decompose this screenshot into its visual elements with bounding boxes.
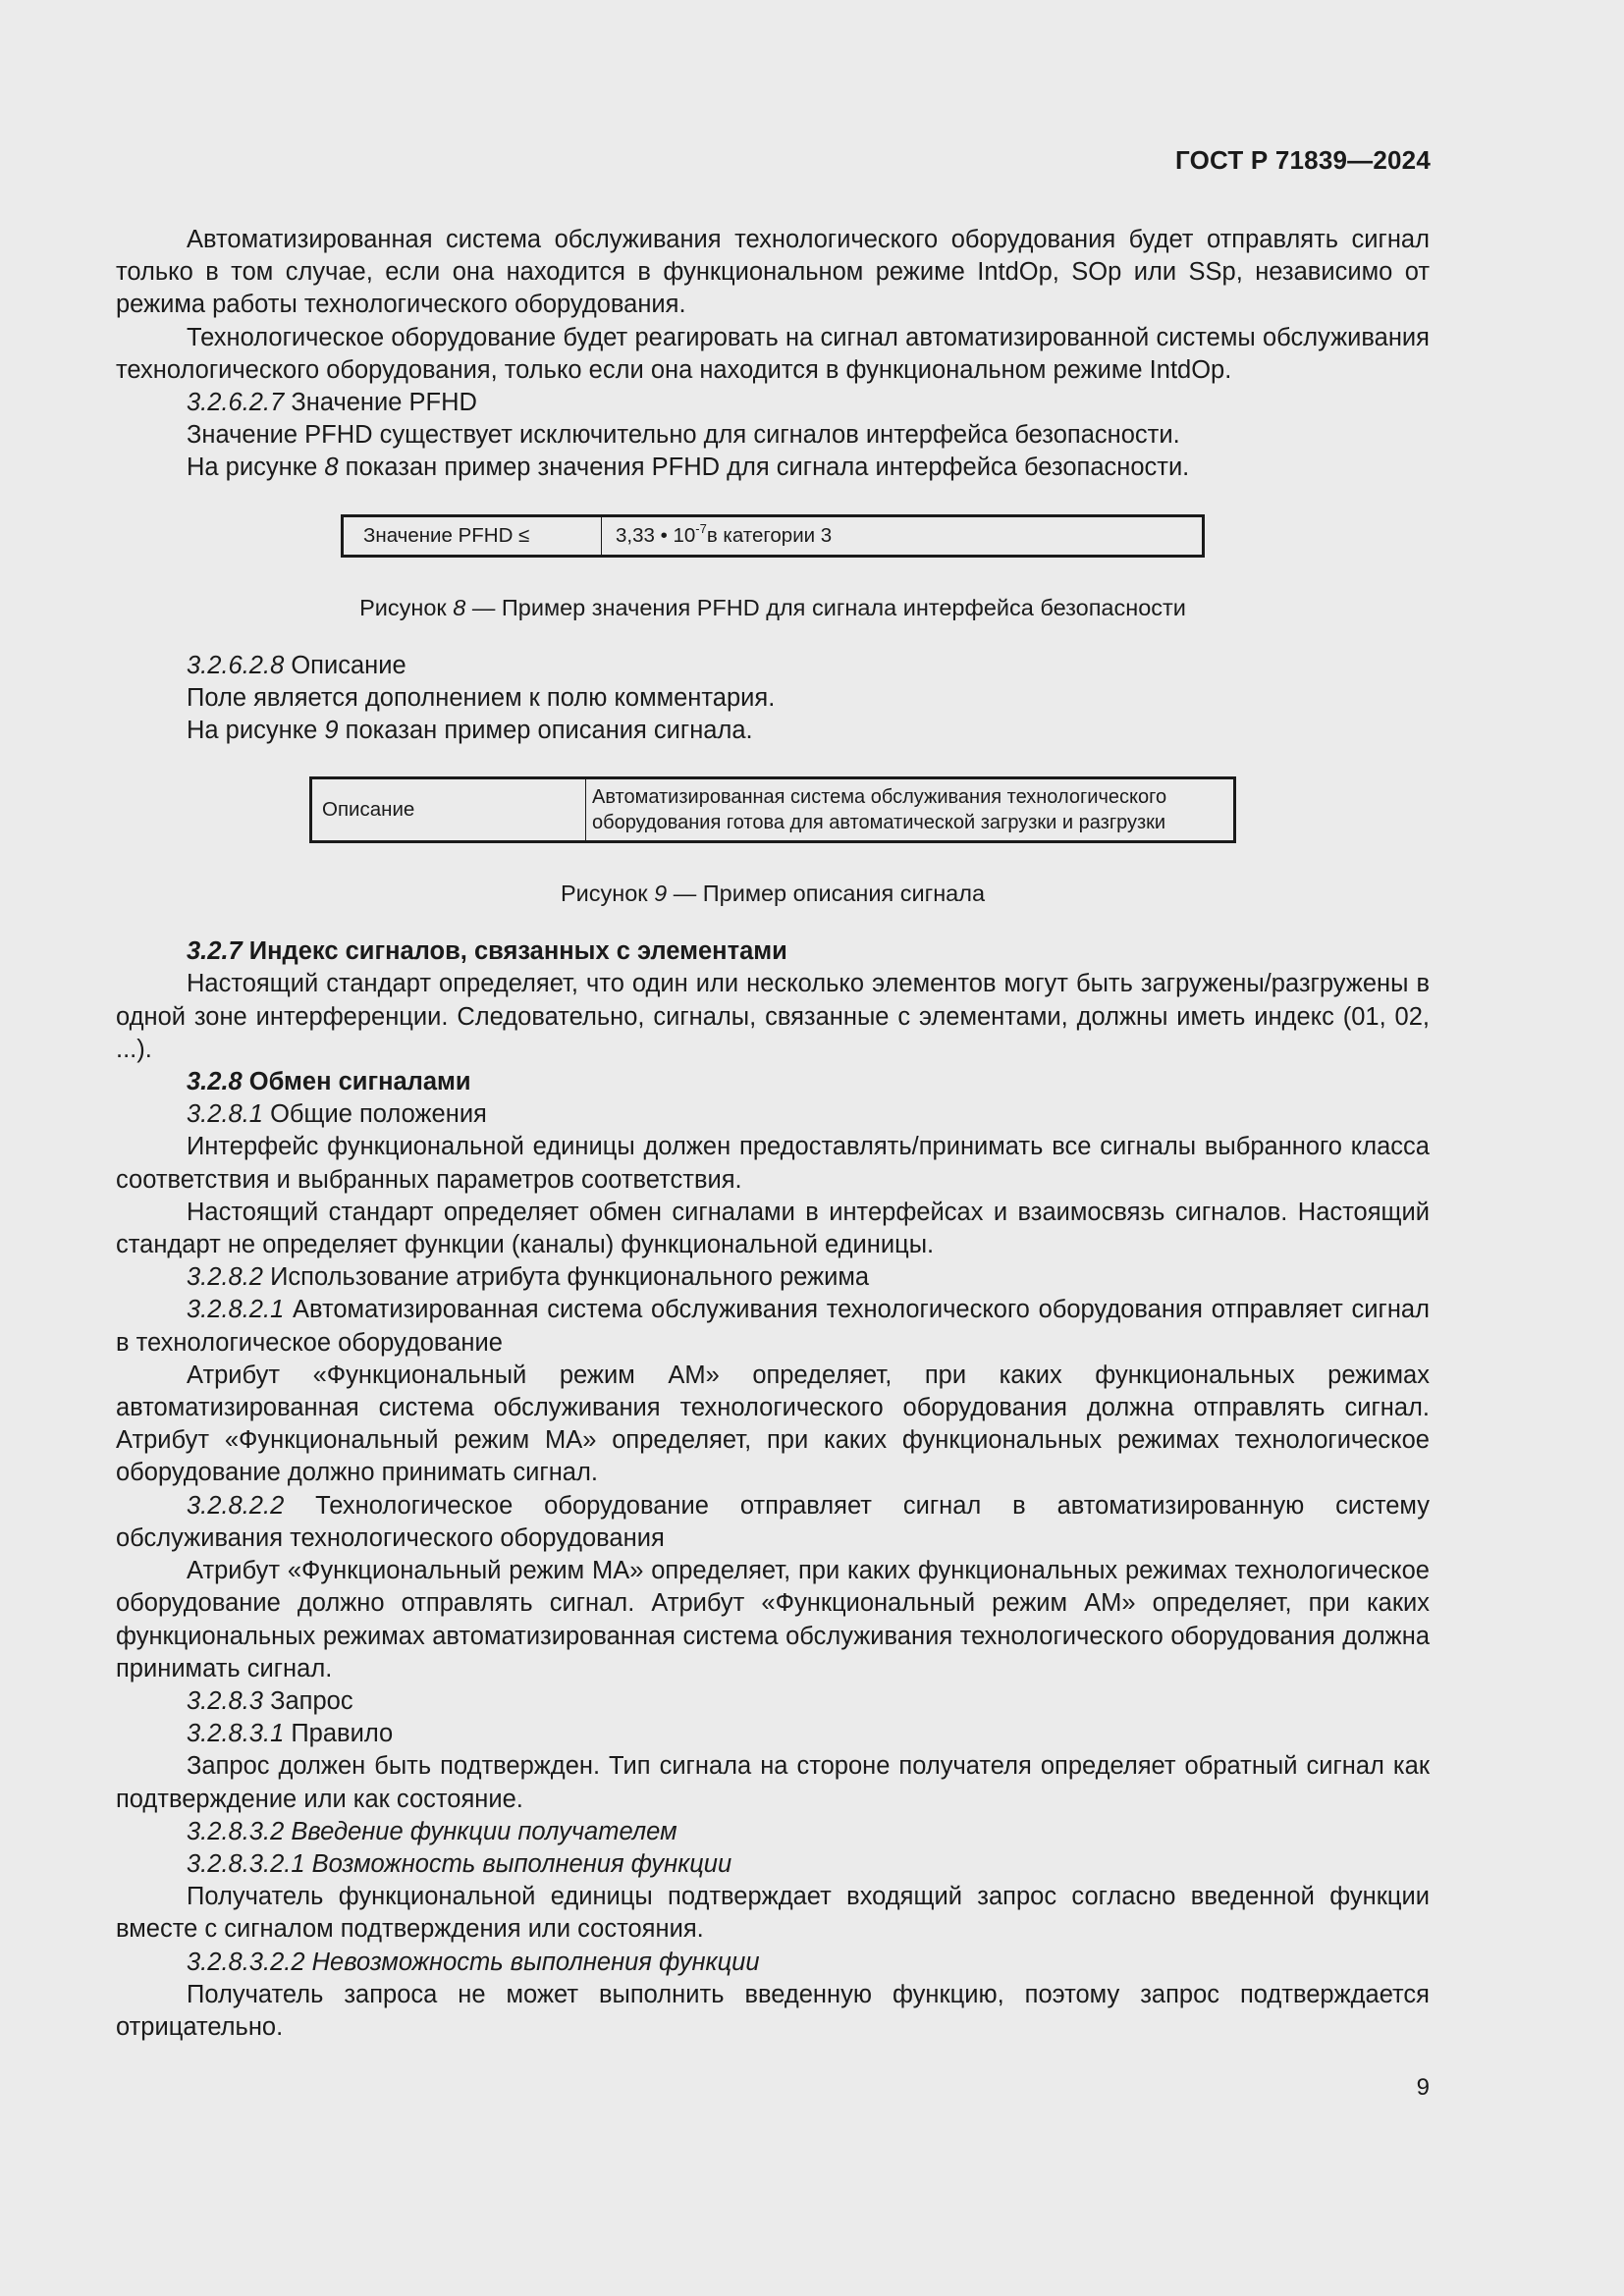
section-heading-3-2-8-3-2-2: 3.2.8.3.2.2 Невозможность выполнения функции	[187, 1948, 760, 1976]
section-number: 3.2.7	[187, 937, 243, 966]
section-number: 3.2.8.3	[187, 1686, 263, 1715]
paragraph: На рисунке 8 показан пример значения PFHD для сигнала интерфейса безопасности.	[187, 454, 1190, 482]
section-title: Индекс сигналов, связанных с элементами	[242, 937, 787, 966]
section-heading-3-2-8	[116, 1066, 1430, 1098]
figure-8-caption: Рисунок 8 — Пример значения PFHD для сигнала интерфейса безопасности	[359, 594, 1186, 620]
paragraph: Запрос должен быть подтвержден. Тип сигнала на стороне получателя определяет обратный сигнал как подтверждение или как состояние.	[116, 1752, 1430, 1813]
section-title: Автоматизированная система обслуживания технологического оборудования отправляет сигнал в технологическое оборудование	[116, 1296, 1430, 1357]
section-number: 3.2.6.2.7	[187, 389, 285, 417]
section-heading-3-2-8-3-2-1: 3.2.8.3.2.1 Возможность выполнения функции	[187, 1849, 732, 1878]
paragraph: Атрибут «Функциональный режим MA» определяет, при каких функциональных режимах технологическое оборудование должно отправлять сигнал. Атрибут «Функциональный режим AM» определяет, при каких функциональных режимах автоматизированная система обслуживания технологического оборудования должна принимать сигнал.	[116, 1557, 1430, 1682]
paragraph: Получатель запроса не может выполнить введенную функцию, поэтому запрос подтверждается отрицательно.	[116, 1980, 1430, 2041]
section-title: Общие положения	[262, 1100, 487, 1129]
figure-ref: 8	[324, 454, 339, 482]
paragraph: Настоящий стандарт определяет обмен сигналами в интерфейсах и взаимосвязь сигналов. Настоящий стандарт не определяет функции (каналы) функциональной единицы.	[116, 1198, 1430, 1259]
description-value-cell: Автоматизированная система обслуживания технологического оборудования готова для автоматической загрузки и разгрузки	[586, 778, 1235, 842]
section-number: 3.2.6.2.8	[187, 651, 285, 679]
section-title: Обмен сигналами	[242, 1068, 471, 1096]
section-heading-3-2-8-3	[116, 1685, 1430, 1718]
section-heading-3-2-8-2	[116, 1261, 1430, 1294]
paragraph: Значение PFHD существует исключительно для сигналов интерфейса безопасности.	[187, 421, 1180, 450]
section-title: Правило	[284, 1720, 394, 1748]
section-heading-3-2-8-1	[116, 1098, 1430, 1131]
section-heading-3-2-8-2-1	[116, 1294, 1430, 1359]
section-number: 3.2.8	[187, 1068, 243, 1096]
figure-9-table	[309, 776, 1236, 843]
paragraph: Технологическое оборудование будет реагировать на сигнал автоматизированной системы обслуживания технологического оборудования, только если она находится в функциональном режиме IntdOp.	[116, 323, 1430, 384]
section-number: 3.2.8.1	[187, 1100, 263, 1129]
figure-9-caption: Рисунок 9 — Пример описания сигнала	[560, 881, 986, 907]
description-label-cell: Описание	[311, 778, 586, 842]
section-heading-3-2-8-2-2	[116, 1490, 1430, 1555]
figure-ref: 9	[324, 717, 339, 745]
section-heading-3-2-6-2-7	[116, 387, 1430, 419]
section-number: 3.2.8.2	[187, 1263, 263, 1292]
section-title: Описание	[284, 651, 406, 679]
section-heading-3-2-6-2-8	[116, 650, 1430, 682]
document-body	[116, 224, 1430, 2044]
section-number: 3.2.8.2.1	[187, 1296, 285, 1324]
paragraph: На рисунке 9 показан пример описания сигнала.	[187, 717, 753, 745]
paragraph: Поле является дополнением к полю комментария.	[187, 683, 776, 712]
section-heading-3-2-7	[116, 935, 1430, 968]
paragraph: Настоящий стандарт определяет, что один или несколько элементов могут быть загружены/разгружены в одной зоне интерференции. Следовательно, сигналы, связанные с элементами, должны иметь индекс (01, 02, ...).	[116, 970, 1430, 1063]
pfhd-value-cell: 3,33 • $10^{-7}в$ категории 3	[602, 515, 1204, 556]
section-title: Использование атрибута функционального режима	[262, 1263, 870, 1292]
section-heading-3-2-8-3-2: 3.2.8.3.2 Введение функции получателем	[187, 1817, 677, 1845]
section-number: 3.2.8.2.2	[187, 1491, 285, 1520]
section-title: Запрос	[262, 1686, 353, 1715]
paragraph: Интерфейс функциональной единицы должен предоставлять/принимать все сигналы выбранного класса соответствия и выбранных параметров соответствия.	[116, 1133, 1430, 1194]
section-number: 3.2.8.3.1	[187, 1720, 285, 1748]
section-title: Технологическое оборудование отправляет сигнал в автоматизированную систему обслуживания технологического оборудования	[116, 1491, 1430, 1552]
pfhd-exponent: -7	[695, 520, 707, 536]
section-title: Значение PFHD	[284, 389, 477, 417]
section-heading-3-2-8-3-1	[116, 1718, 1430, 1750]
document-header: ГОСТ Р 71839—2024	[1175, 145, 1431, 175]
paragraph: Атрибут «Функциональный режим AM» определяет, при каких функциональных режимах автоматизированная система обслуживания технологического оборудования должна отправлять сигнал. Атрибут «Функциональный режим MA» определяет, при каких функциональных режимах технологическое оборудование должно принимать сигнал.	[116, 1361, 1430, 1487]
paragraph: Получатель функциональной единицы подтверждает входящий запрос согласно введенной функции вместе с сигналом подтверждения или состояния.	[116, 1883, 1430, 1944]
pfhd-label-cell: Значение PFHD ≤	[343, 515, 602, 556]
figure-8-table	[341, 514, 1205, 558]
paragraph: Автоматизированная система обслуживания технологического оборудования будет отправлять сигнал только в том случае, если она находится в функциональном режиме IntdOp, SOp или SSp, независимо от режима работы технологического оборудования.	[116, 226, 1430, 319]
page-number: 9	[1416, 2074, 1430, 2101]
